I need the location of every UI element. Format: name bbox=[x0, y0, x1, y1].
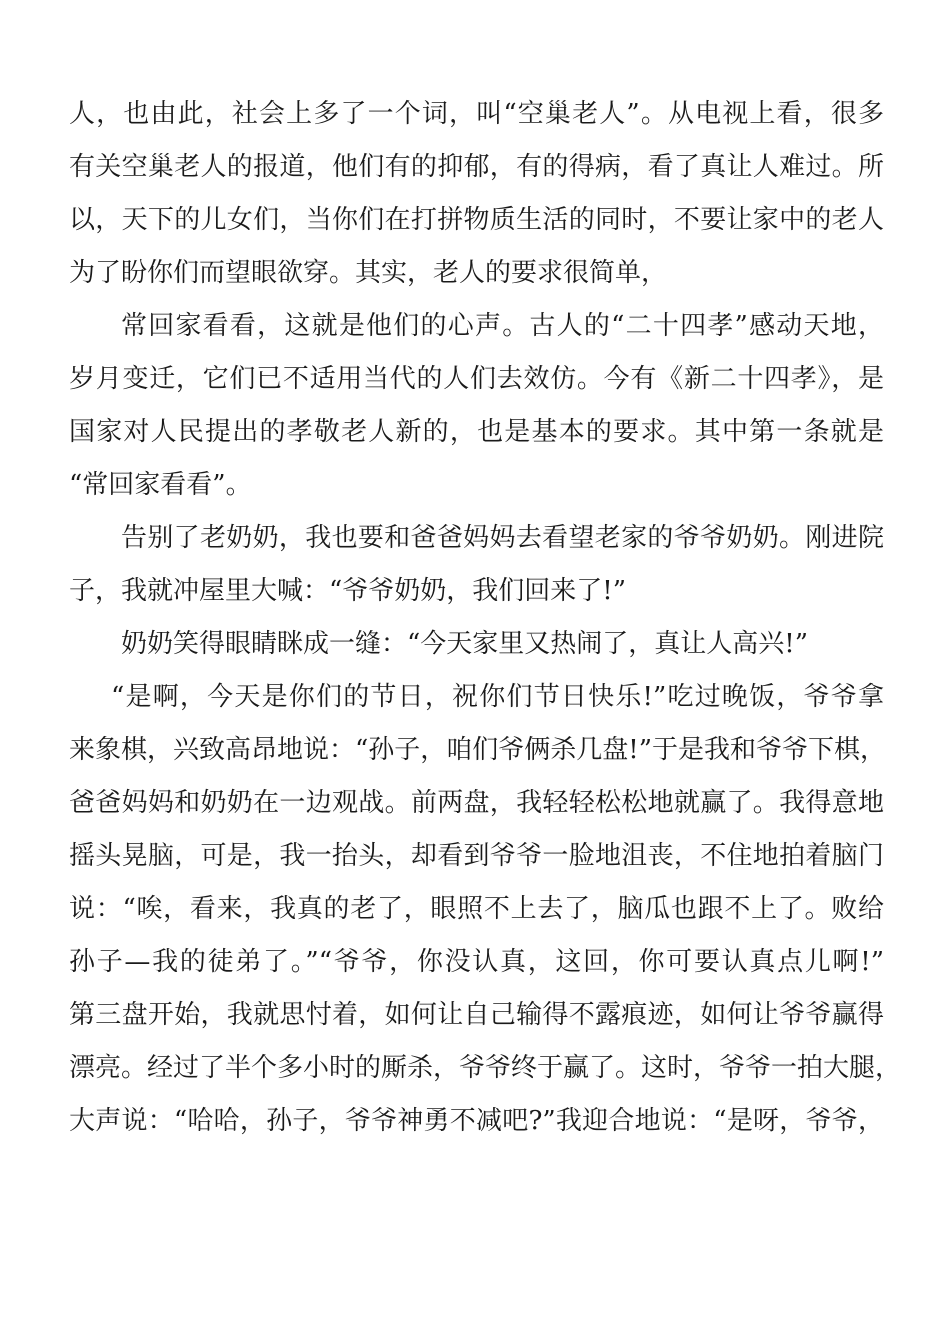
body-text bbox=[69, 88, 902, 1148]
text-line: 来象棋，兴致高昂地说：“孙子，咱们爷俩杀几盘!”于是我和爷爷下棋， bbox=[69, 735, 887, 765]
text-line: 以，天下的儿女们，当你们在打拼物质生活的同时，不要让家中的老人 bbox=[69, 205, 884, 235]
text-line: 第三盘开始，我就思忖着，如何让自己输得不露痕迹，如何让爷爷赢得 bbox=[69, 1000, 884, 1030]
text-line: 为了盼你们而望眼欲穿。其实，老人的要求很简单， bbox=[69, 258, 668, 288]
text-line: “常回家看看”。 bbox=[69, 470, 252, 500]
text-line: 摇头晃脑，可是，我一抬头，却看到爷爷一脸地沮丧，不住地拍着脑门 bbox=[69, 841, 884, 871]
text-line: 常回家看看，这就是他们的心声。古人的“二十四孝”感动天地， bbox=[121, 311, 884, 341]
text-line: 漂亮。经过了半个多小时的厮杀，爷爷终于赢了。这时，爷爷一拍大腿， bbox=[69, 1053, 902, 1083]
text-line: 大声说：“哈哈，孙子，爷爷神勇不减吧?”我迎合地说：“是呀，爷爷， bbox=[69, 1106, 884, 1136]
text-line: “是啊，今天是你们的节日，祝你们节日快乐!”吃过晚饭，爷爷拿 bbox=[111, 682, 884, 712]
text-line: 人，也由此，社会上多了一个词，叫“空巢老人”。从电视上看，很多 bbox=[69, 99, 884, 129]
text-line: 岁月变迁，它们已不适用当代的人们去效仿。今有《新二十四孝》，是 bbox=[69, 364, 884, 394]
text-line: 子，我就冲屋里大喊：“爷爷奶奶，我们回来了!” bbox=[69, 576, 627, 606]
text-line: 爸爸妈妈和奶奶在一边观战。前两盘，我轻轻松松地就赢了。我得意地 bbox=[69, 788, 884, 818]
text-line: 奶奶笑得眼睛眯成一缝：“今天家里又热闹了，真让人高兴!” bbox=[121, 629, 809, 659]
text-line: 有关空巢老人的报道，他们有的抑郁，有的得病，看了真让人难过。所 bbox=[69, 152, 884, 182]
text-line: 告别了老奶奶，我也要和爸爸妈妈去看望老家的爷爷奶奶。刚进院 bbox=[121, 523, 884, 553]
text-line: 国家对人民提出的孝敬老人新的，也是基本的要求。其中第一条就是 bbox=[69, 417, 884, 447]
text-line: 孙子—我的徒弟了。”“爷爷，你没认真，这回，你可要认真点儿啊!” bbox=[69, 947, 884, 977]
text-line: 说：“唉，看来，我真的老了，眼照不上去了，脑瓜也跟不上了。败给 bbox=[69, 894, 884, 924]
